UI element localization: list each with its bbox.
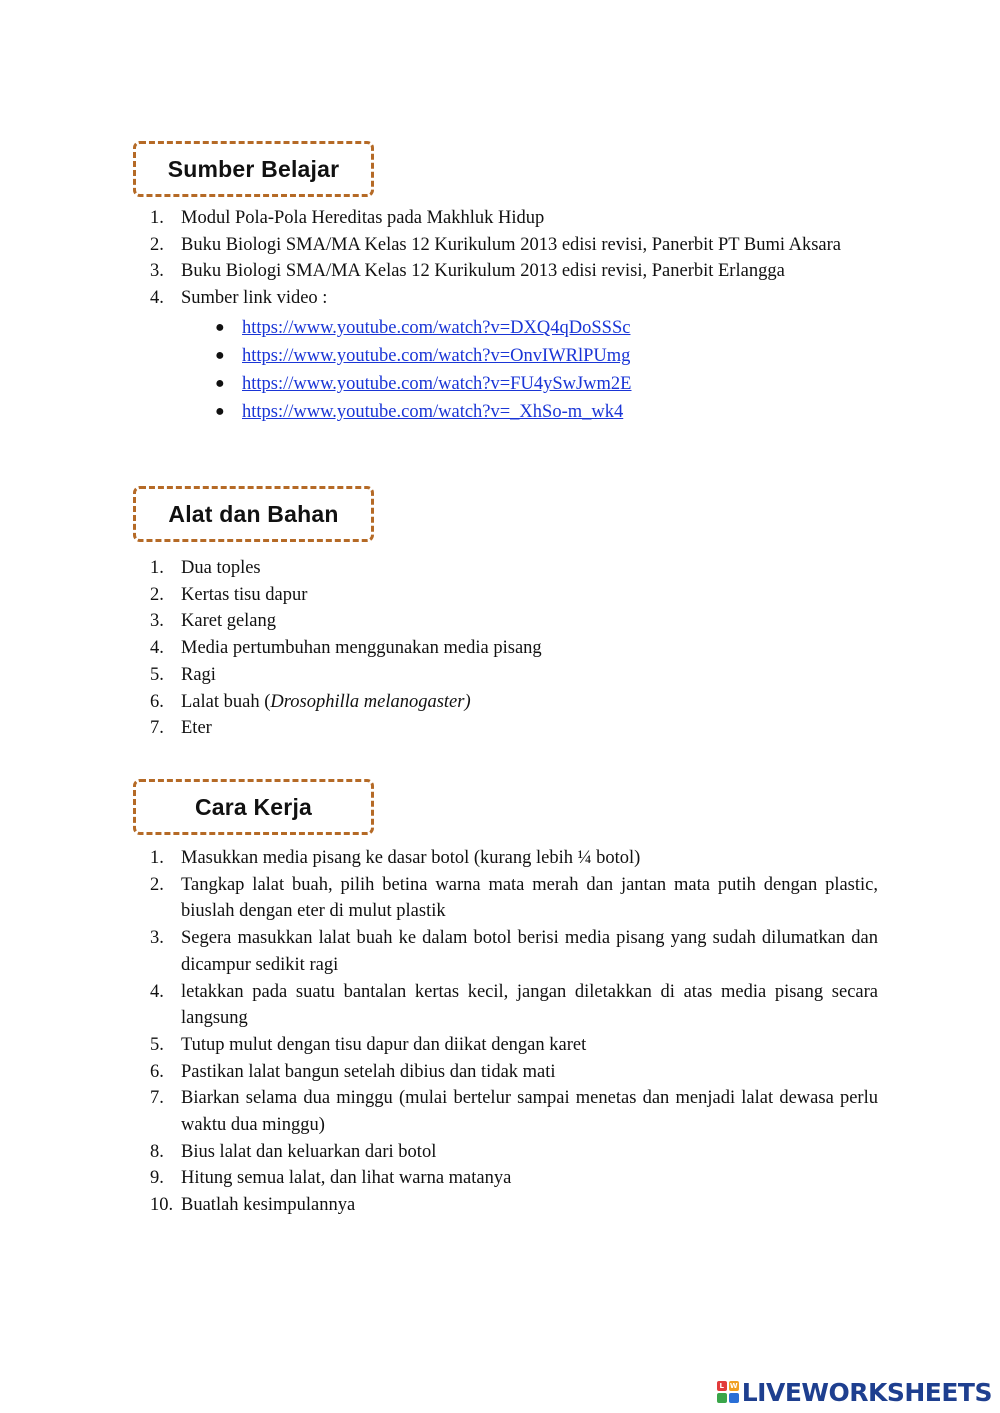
sumber-belajar-list bbox=[150, 205, 878, 426]
list-item: 2. Kertas tisu dapur bbox=[150, 584, 308, 605]
list-item: 6. Lalat buah (Drosophilla melanogaster) bbox=[150, 691, 471, 712]
list-item-text: Hitung semua lalat, dan lihat warna matanya bbox=[181, 1168, 512, 1189]
list-item-text: Sumber link video : bbox=[181, 288, 328, 309]
list-item-text: letakkan pada suatu bantalan kertas kecil, jangan diletakkan di atas media pisang secara langsung bbox=[181, 981, 878, 1029]
list-item-text: Masukkan media pisang ke dasar botol (kurang lebih ¼ botol) bbox=[181, 848, 641, 868]
list-item-text: Ragi bbox=[181, 664, 216, 685]
list-item-text: Kertas tisu dapur bbox=[181, 584, 308, 605]
list-item-text: Buatlah kesimpulannya bbox=[181, 1195, 356, 1216]
list-item-text: Tutup mulut dengan tisu dapur dan diikat dengan karet bbox=[181, 1034, 587, 1055]
list-item: 4. Sumber link video : ● https://www.youtube.com/watch?v=DXQ4qDoSSSc ● https://www.youtube.com/watch?v=OnvIWRlPUmg ● https://www.youtube.com/watch?v=FU4ySwJwm2E ● https://www.youtube.com/watch?v=_XhSo-m_wk4 bbox=[150, 285, 878, 426]
video-link-item bbox=[181, 398, 878, 426]
alat-dan-bahan-list bbox=[150, 555, 878, 742]
list-item: 3. Buku Biologi SMA/MA Kelas 12 Kurikulum 2013 edisi revisi, Panerbit Erlangga bbox=[150, 261, 785, 282]
video-link[interactable]: https://www.youtube.com/watch?v=DXQ4qDoSSSc bbox=[242, 317, 631, 338]
list-item: 5. Ragi bbox=[150, 664, 216, 685]
list-item-text: Eter bbox=[181, 718, 212, 739]
bullet-icon: ● bbox=[215, 318, 225, 336]
logo-cell bbox=[717, 1393, 727, 1403]
section-title: Alat dan Bahan bbox=[168, 500, 339, 527]
bullet-icon: ● bbox=[215, 346, 225, 364]
list-item: 5. Tutup mulut dengan tisu dapur dan diikat dengan karet bbox=[150, 1034, 587, 1055]
section-header-sumber-belajar bbox=[133, 141, 374, 197]
video-link[interactable]: https://www.youtube.com/watch?v=OnvIWRlPUmg bbox=[242, 345, 631, 366]
list-item: 9. Hitung semua lalat, dan lihat warna matanya bbox=[150, 1168, 512, 1189]
list-item-text: Modul Pola-Pola Hereditas pada Makhluk Hidup bbox=[181, 208, 545, 228]
list-item: 1. Dua toples bbox=[150, 558, 261, 578]
list-item-text: Buku Biologi SMA/MA Kelas 12 Kurikulum 2013 edisi revisi, Panerbit Erlangga bbox=[181, 261, 785, 282]
section-header-alat-dan-bahan bbox=[133, 486, 374, 542]
video-link[interactable]: https://www.youtube.com/watch?v=_XhSo-m_wk4 bbox=[242, 401, 624, 422]
list-item-text: Buku Biologi SMA/MA Kelas 12 Kurikulum 2013 edisi revisi, Panerbit PT Bumi Aksara bbox=[181, 234, 842, 255]
list-item: 2. Tangkap lalat buah, pilih betina warna mata merah dan jantan mata putih dengan plastic, biuslah dengan eter di mulut plastik bbox=[150, 874, 878, 922]
bullet-icon: ● bbox=[215, 402, 225, 420]
list-item: 4. letakkan pada suatu bantalan kertas kecil, jangan diletakkan di atas media pisang secara langsung bbox=[150, 981, 878, 1029]
list-item-text: Lalat buah ( bbox=[181, 691, 271, 712]
species-name: Drosophilla melanogaster) bbox=[270, 691, 471, 712]
section-header-cara-kerja bbox=[133, 779, 374, 835]
list-item-text: Bius lalat dan keluarkan dari botol bbox=[181, 1141, 437, 1162]
list-item-text: Karet gelang bbox=[181, 611, 277, 632]
video-links-list bbox=[181, 314, 878, 426]
list-item: 1. Modul Pola-Pola Hereditas pada Makhluk Hidup bbox=[150, 208, 545, 228]
list-item: 6. Pastikan lalat bangun setelah dibius dan tidak mati bbox=[150, 1061, 556, 1082]
list-item: 4. Media pertumbuhan menggunakan media pisang bbox=[150, 638, 542, 659]
list-item: 7. Biarkan selama dua minggu (mulai bertelur sampai menetas dan menjadi lalat dewasa perlu waktu dua minggu) bbox=[150, 1088, 878, 1136]
video-link-item bbox=[181, 370, 878, 398]
list-item-text: Biarkan selama dua minggu (mulai bertelur sampai menetas dan menjadi lalat dewasa perlu waktu dua minggu) bbox=[181, 1088, 878, 1136]
list-item: 2. Buku Biologi SMA/MA Kelas 12 Kurikulum 2013 edisi revisi, Panerbit PT Bumi Aksara bbox=[150, 234, 842, 255]
logo-mark-icon bbox=[717, 1381, 739, 1403]
list-item: 3. Segera masukkan lalat buah ke dalam botol berisi media pisang yang sudah dilumatkan dan dicampur sedikit ragi bbox=[150, 928, 878, 975]
list-item: 10. Buatlah kesimpulannya bbox=[150, 1195, 356, 1216]
list-item-text: Media pertumbuhan menggunakan media pisang bbox=[181, 638, 542, 659]
video-link-item bbox=[181, 342, 878, 370]
logo-cell: W bbox=[729, 1382, 738, 1390]
list-item-text: Tangkap lalat buah, pilih betina warna mata merah dan jantan mata putih dengan plastic, biuslah dengan eter di mulut plastik bbox=[181, 874, 878, 922]
cara-kerja-list bbox=[150, 845, 878, 1219]
logo-cell: L bbox=[717, 1381, 727, 1391]
video-link-item bbox=[181, 314, 878, 342]
logo-text: LIVEWORKSHEETS bbox=[741, 1377, 992, 1407]
logo-cell bbox=[729, 1393, 739, 1403]
list-item-text: Segera masukkan lalat buah ke dalam botol berisi media pisang yang sudah dilumatkan dan dicampur sedikit ragi bbox=[181, 928, 878, 975]
list-item-text: Pastikan lalat bangun setelah dibius dan tidak mati bbox=[181, 1061, 556, 1082]
liveworksheets-logo bbox=[717, 1375, 992, 1409]
list-item: 8. Bius lalat dan keluarkan dari botol bbox=[150, 1141, 437, 1162]
section-title: Cara Kerja bbox=[194, 793, 313, 820]
list-item: 1. Masukkan media pisang ke dasar botol (kurang lebih ¼ botol) bbox=[150, 848, 641, 868]
list-item: 7. Eter bbox=[150, 718, 212, 739]
video-link[interactable]: https://www.youtube.com/watch?v=FU4ySwJwm2E bbox=[242, 373, 632, 394]
list-item: 3. Karet gelang bbox=[150, 611, 277, 632]
list-item-text: Dua toples bbox=[181, 558, 261, 578]
bullet-icon: ● bbox=[215, 374, 225, 392]
section-title: Sumber Belajar bbox=[167, 155, 340, 182]
